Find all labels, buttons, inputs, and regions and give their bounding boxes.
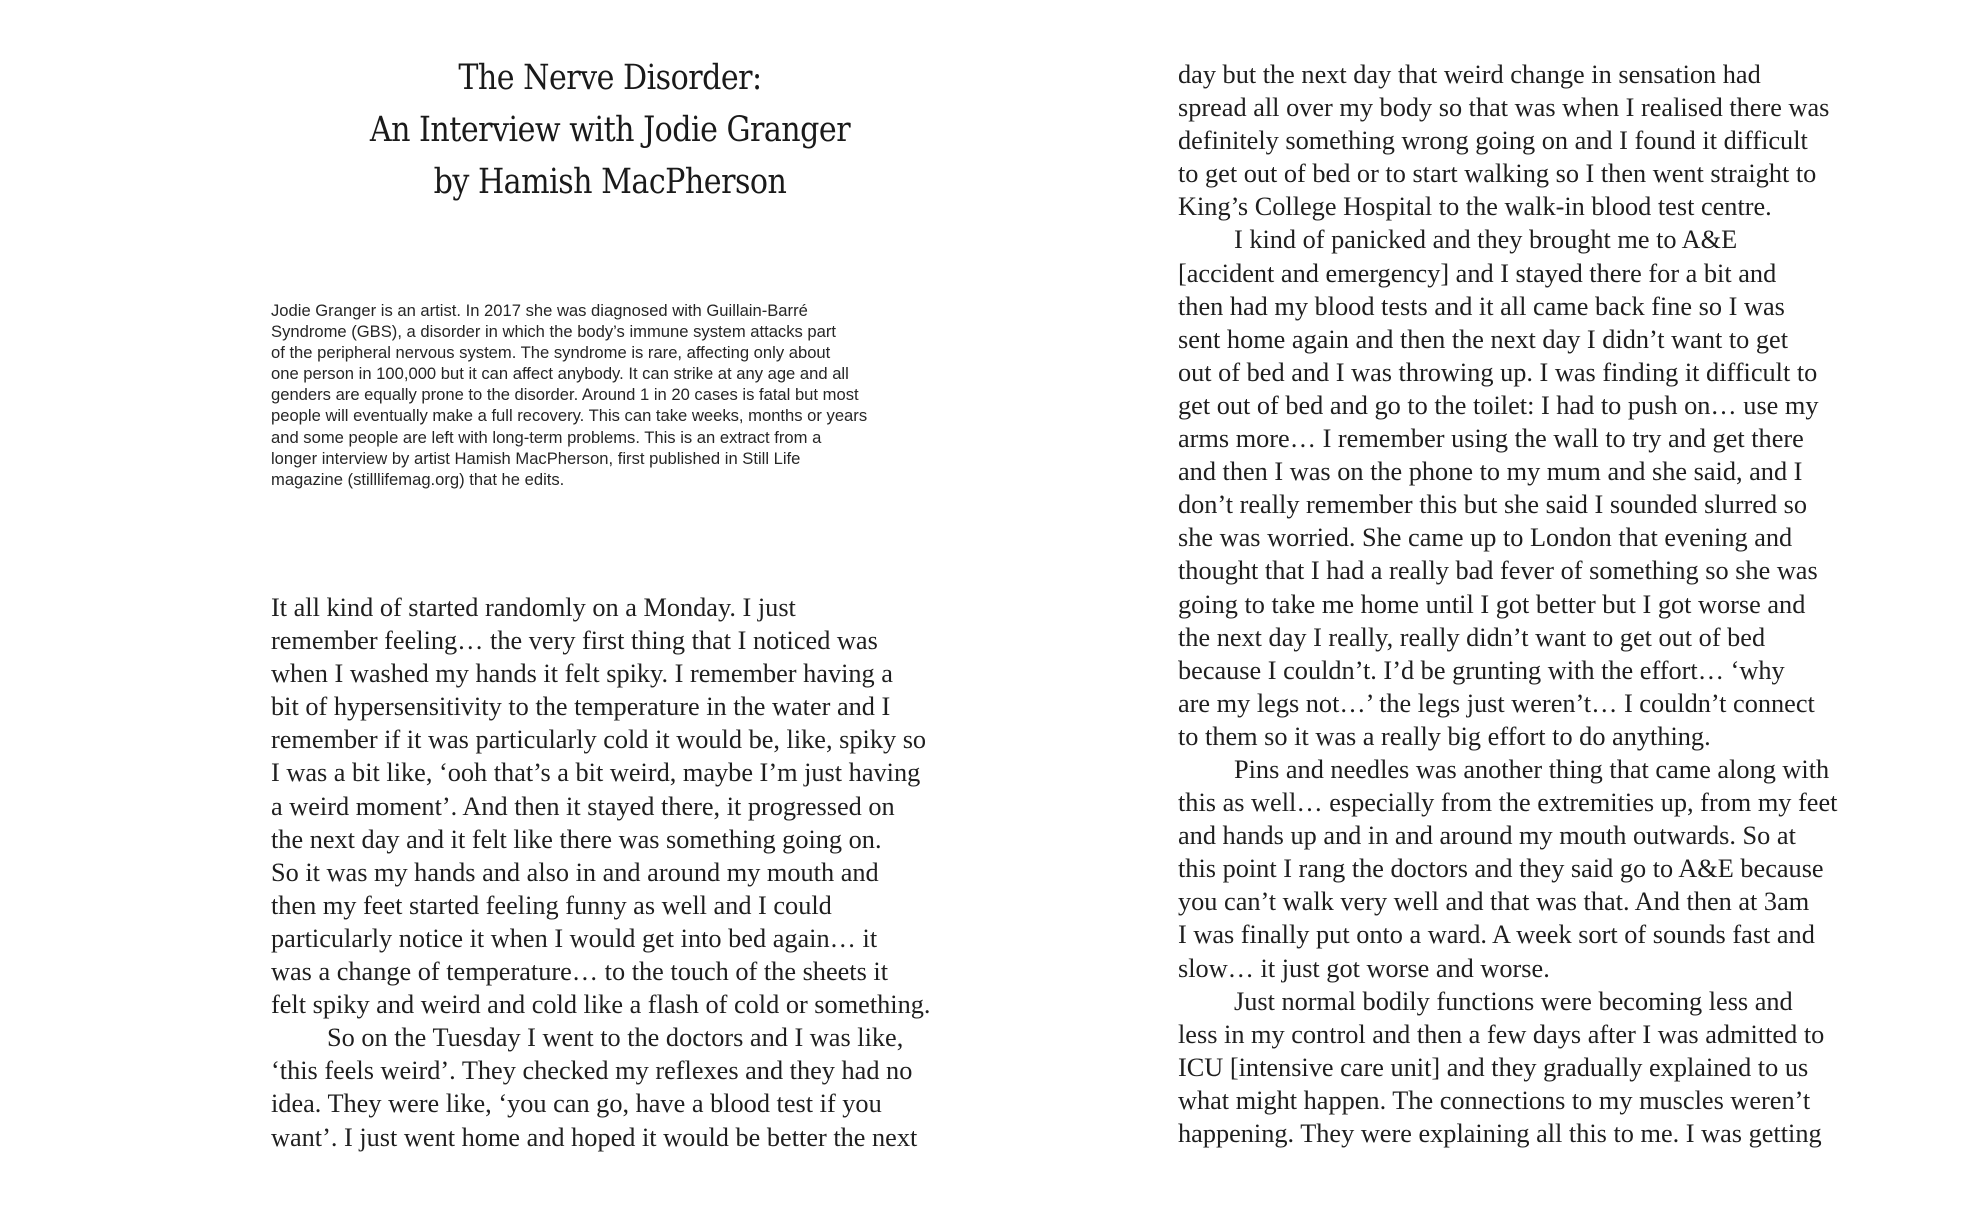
intro-line: people will eventually make a full recovery. This can take weeks, months or years bbox=[271, 406, 868, 426]
left-body-text bbox=[271, 591, 971, 1154]
body-line: don’t really remember this but she said I sounded slurred so bbox=[1178, 490, 1808, 520]
body-line: arms more… I remember using the wall to try and get there bbox=[1178, 424, 1804, 454]
body-line: and hands up and in and around my mouth outwards. So at bbox=[1178, 821, 1796, 851]
body-line: because I couldn’t. I’d be grunting with the effort… ‘why bbox=[1178, 655, 1785, 685]
body-line: thought that I had a really bad fever of something so she was bbox=[1178, 556, 1818, 586]
body-line: remember feeling… the very first thing that I noticed was bbox=[271, 626, 878, 656]
body-line: the next day and it felt like there was something going on. bbox=[271, 824, 882, 854]
body-line: and then I was on the phone to my mum and she said, and I bbox=[1178, 457, 1803, 487]
intro-line: Jodie Granger is an artist. In 2017 she was diagnosed with Guillain-Barré bbox=[271, 301, 808, 320]
intro-line: magazine (stilllifemag.org) that he edits. bbox=[271, 469, 565, 489]
body-line: I was a bit like, ‘ooh that’s a bit weird, maybe I’m just having bbox=[271, 758, 921, 788]
article-title bbox=[318, 52, 903, 208]
body-line: felt spiky and weird and cold like a flash of cold or something. bbox=[271, 990, 931, 1020]
title-line-3: by Hamish MacPherson bbox=[433, 162, 787, 202]
left-page bbox=[0, 0, 984, 1231]
body-line: idea. They were like, ‘you can go, have a blood test if you bbox=[271, 1089, 882, 1119]
title-line-1: The Nerve Disorder: bbox=[458, 58, 762, 98]
body-line: So it was my hands and also in and around my mouth and bbox=[271, 857, 879, 887]
body-line: King’s College Hospital to the walk-in blood test centre. bbox=[1178, 192, 1772, 222]
body-line: spread all over my body so that was when I realised there was bbox=[1178, 93, 1830, 123]
body-line: what might happen. The connections to my muscles weren’t bbox=[1178, 1085, 1811, 1115]
body-line: get out of bed and go to the toilet: I had to push on… use my bbox=[1178, 390, 1819, 420]
body-line: you can’t walk very well and that was that. And then at 3am bbox=[1178, 887, 1810, 917]
body-line: when I washed my hands it felt spiky. I remember having a bbox=[271, 659, 893, 689]
body-line: Just normal bodily functions were becoming less and bbox=[1234, 986, 1793, 1016]
body-line: happening. They were explaining all this to me. I was getting bbox=[1178, 1119, 1822, 1148]
body-line: to get out of bed or to start walking so I then went straight to bbox=[1178, 159, 1817, 189]
body-line: It all kind of started randomly on a Monday. I just bbox=[271, 593, 796, 622]
intro-line: Syndrome (GBS), a disorder in which the body’s immune system attacks part bbox=[271, 322, 837, 342]
body-line: particularly notice it when I would get into bed again… it bbox=[271, 923, 878, 953]
body-line: to them so it was a really big effort to do anything. bbox=[1178, 721, 1711, 751]
body-line: less in my control and then a few days after I was admitted to bbox=[1178, 1019, 1825, 1049]
body-line: this point I rang the doctors and they said go to A&E because bbox=[1178, 854, 1824, 884]
intro-line: and some people are left with long-term problems. This is an extract from a bbox=[271, 427, 822, 447]
body-line: I was finally put onto a ward. A week sort of sounds fast and bbox=[1178, 920, 1815, 950]
intro-line: of the peripheral nervous system. The syndrome is rare, affecting only about bbox=[271, 343, 831, 363]
intro-line: genders are equally prone to the disorder. Around 1 in 20 cases is fatal but most bbox=[271, 385, 859, 405]
intro-line: one person in 100,000 but it can affect anybody. It can strike at any age and all bbox=[271, 364, 849, 384]
body-line: sent home again and then the next day I didn’t want to get bbox=[1178, 324, 1789, 354]
body-line: a weird moment’. And then it stayed there, it progressed on bbox=[271, 791, 895, 821]
body-line: out of bed and I was throwing up. I was finding it difficult to bbox=[1178, 357, 1818, 387]
right-page bbox=[984, 0, 1969, 1231]
body-line: So on the Tuesday I went to the doctors and I was like, bbox=[327, 1023, 904, 1053]
body-line: I kind of panicked and they brought me to A&E bbox=[1234, 225, 1738, 255]
body-line: bit of hypersensitivity to the temperature in the water and I bbox=[271, 692, 891, 722]
body-line: remember if it was particularly cold it would be, like, spiky so bbox=[271, 725, 927, 755]
right-body-text bbox=[1178, 58, 1898, 1150]
body-line: ICU [intensive care unit] and they gradually explained to us bbox=[1178, 1052, 1809, 1082]
intro-line: longer interview by artist Hamish MacPherson, first published in Still Life bbox=[271, 448, 801, 468]
body-line: definitely something wrong going on and I found it difficult bbox=[1178, 126, 1808, 156]
body-line: was a change of temperature… to the touch of the sheets it bbox=[271, 957, 889, 987]
body-line: she was worried. She came up to London that evening and bbox=[1178, 523, 1793, 553]
body-line: are my legs not…’ the legs just weren’t… I couldn’t connect bbox=[1178, 688, 1815, 718]
body-line: want’. I just went home and hoped it would be better the next bbox=[271, 1122, 918, 1152]
title-line-2: An Interview with Jodie Granger bbox=[369, 110, 851, 150]
body-line: Pins and needles was another thing that came along with bbox=[1234, 754, 1830, 784]
body-line: day but the next day that weird change in sensation had bbox=[1178, 60, 1761, 89]
body-line: then my feet started feeling funny as well and I could bbox=[271, 890, 832, 920]
body-line: going to take me home until I got better but I got worse and bbox=[1178, 589, 1806, 619]
body-line: ‘this feels weird’. They checked my reflexes and they had no bbox=[271, 1056, 913, 1086]
body-line: slow… it just got worse and worse. bbox=[1178, 953, 1550, 983]
body-line: then had my blood tests and it all came back fine so I was bbox=[1178, 291, 1785, 321]
intro-paragraph bbox=[271, 300, 941, 490]
body-line: [accident and emergency] and I stayed there for a bit and bbox=[1178, 258, 1777, 288]
body-line: the next day I really, really didn’t want to get out of bed bbox=[1178, 622, 1766, 652]
body-line: this as well… especially from the extremities up, from my feet bbox=[1178, 788, 1838, 818]
